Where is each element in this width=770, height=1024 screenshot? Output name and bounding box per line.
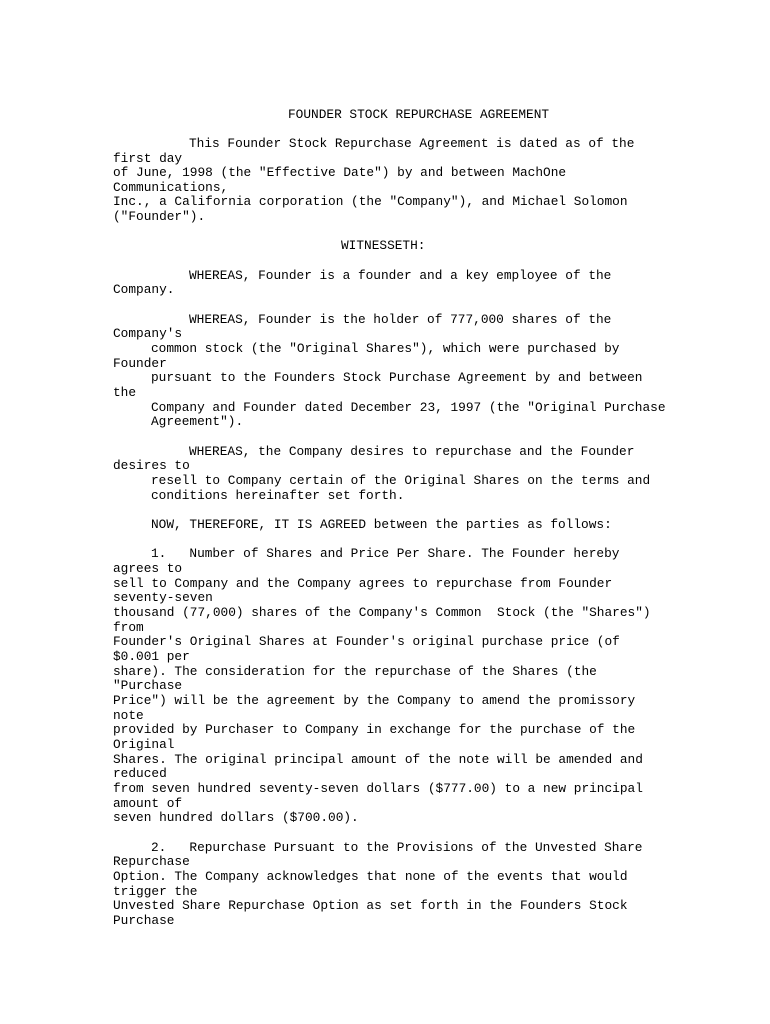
text-line: pursuant to the Founders Stock Purchase Agreement by and between [151,370,643,385]
text-line: Unvested Share Repurchase Option as set forth in the Founders Stock [113,898,628,913]
text-line: 2. Repurchase Pursuant to the Provisions of the Unvested Share [151,840,643,855]
text-line: the [113,385,137,400]
text-line: "Purchase [113,678,183,693]
text-line: share). The consideration for the repurchase of the Shares (the [113,664,597,679]
text-line: WHEREAS, Founder is a founder and a key employee of the [189,268,612,283]
text-line: seventy-seven [113,590,213,605]
text-line: agrees to [113,561,183,576]
text-line: Company's [113,326,183,341]
text-line: sell to Company and the Company agrees to repurchase from Founder [113,576,613,591]
text-line: conditions hereinafter set forth. [151,488,405,503]
text-line: Option. The Company acknowledges that none of the events that would [113,869,628,884]
text-line: Founder's Original Shares at Founder's original purchase price (of [113,634,620,649]
text-line: WHEREAS, Founder is the holder of 777,000 shares of the [189,312,612,327]
text-line: Inc., a California corporation (the "Company"), and Michael Solomon [113,194,628,209]
text-line: Price") will be the agreement by the Company to amend the promissory [113,693,636,708]
text-line: 1. Number of Shares and Price Per Share. The Founder hereby [151,546,620,561]
witnesseth-heading: WITNESSETH: [341,238,426,253]
text-line: trigger the [113,884,198,899]
text-line: desires to [113,458,190,473]
text-line: common stock (the "Original Shares"), which were purchased by [151,341,620,356]
text-line: seven hundred dollars ($700.00). [113,810,359,825]
text-line: This Founder Stock Repurchase Agreement is dated as of the [189,136,635,151]
text-line: ("Founder"). [113,209,206,224]
text-line: $0.001 per [113,649,190,664]
now-therefore-clause: NOW, THEREFORE, IT IS AGREED between the parties as follows: [151,517,612,532]
text-line: from seven hundred seventy-seven dollars ($777.00) to a new principal [113,781,643,796]
text-line: WHEREAS, the Company desires to repurchase and the Founder [189,444,635,459]
text-line: Purchase [113,913,175,928]
text-line: Agreement"). [151,414,244,429]
text-line: provided by Purchaser to Company in exchange for the purchase of the [113,722,636,737]
text-line: Company. [113,282,175,297]
text-line: note [113,708,144,723]
text-line: Shares. The original principal amount of the note will be amended and [113,752,643,767]
text-line: first day [113,151,183,166]
text-line: reduced [113,766,167,781]
text-line: amount of [113,796,183,811]
text-line: Repurchase [113,854,190,869]
text-line: of June, 1998 (the "Effective Date") by and between MachOne [113,165,567,180]
text-line: Founder [113,356,167,371]
text-line: Company and Founder dated December 23, 1997 (the "Original Purchase [151,400,666,415]
document-title: FOUNDER STOCK REPURCHASE AGREEMENT [288,107,550,122]
text-line: resell to Company certain of the Original Shares on the terms and [151,473,651,488]
text-line: from [113,620,144,635]
text-line: Communications, [113,180,229,195]
text-line: thousand (77,000) shares of the Company's Common Stock (the "Shares") [113,605,651,620]
text-line: Original [113,737,175,752]
